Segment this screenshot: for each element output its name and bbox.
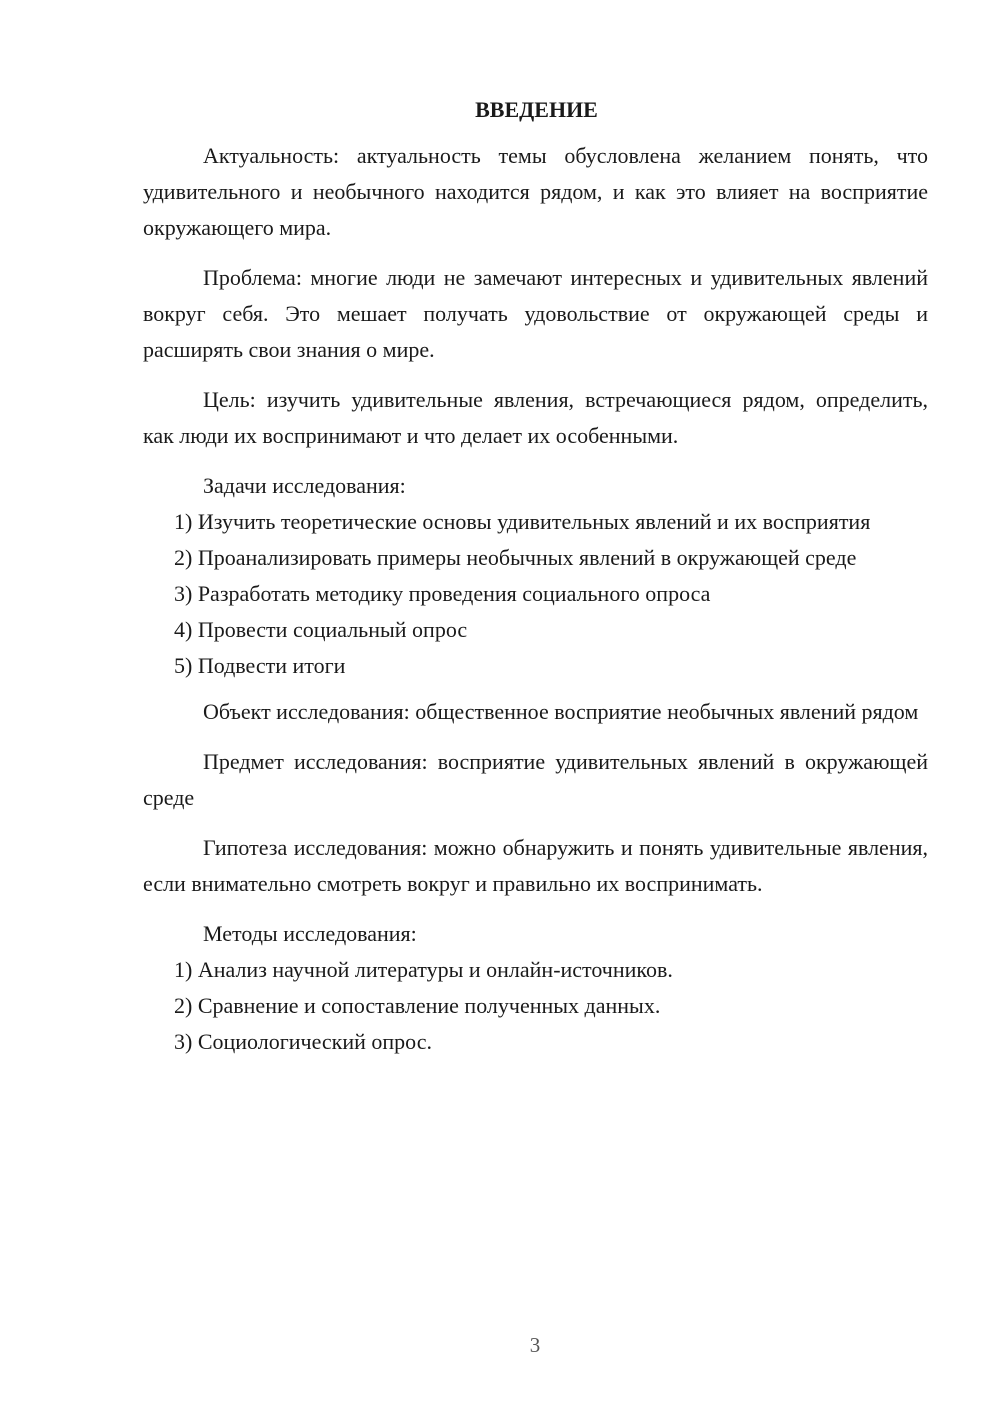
task-item-3: 3) Разработать методику проведения социального опроса (174, 581, 711, 606)
subject-paragraph: Предмет исследования: восприятие удивительных явлений в окружающей среде (143, 749, 928, 810)
section-title: ВВЕДЕНИЕ (475, 97, 598, 122)
method-item-1: 1) Анализ научной литературы и онлайн-источников. (174, 957, 673, 982)
document-body (143, 92, 928, 1060)
methods-heading: Методы исследования: (203, 921, 417, 946)
page-number: 3 (529, 1333, 541, 1357)
tasks-heading: Задачи исследования: (203, 473, 406, 498)
task-item-4: 4) Провести социальный опрос (174, 617, 468, 642)
task-item-1: 1) Изучить теоретические основы удивительных явлений и их восприятия (174, 509, 871, 534)
task-item-2: 2) Проанализировать примеры необычных явлений в окружающей среде (174, 545, 857, 570)
hypothesis-paragraph: Гипотеза исследования: можно обнаружить и понять удивительные явления, если внимательно смотреть вокруг и правильно их воспринимать. (143, 835, 928, 896)
method-item-2: 2) Сравнение и сопоставление полученных данных. (174, 993, 661, 1018)
problem-paragraph: Проблема: многие люди не замечают интересных и удивительных явлений вокруг себя. Это мешает получать удовольствие от окружающей среды и расширять свои знания о мире. (143, 265, 928, 362)
goal-paragraph: Цель: изучить удивительные явления, встречающиеся рядом, определить, как люди их воспринимают и что делает их особенными. (143, 387, 928, 448)
object-paragraph: Объект исследования: общественное восприятие необычных явлений рядом (203, 699, 919, 724)
method-item-3: 3) Социологический опрос. (174, 1029, 432, 1054)
relevance-paragraph: Актуальность: актуальность темы обусловлена желанием понять, что удивительного и необычного находится рядом, и как это влияет на восприятие окружающего мира. (143, 143, 928, 240)
task-item-5: 5) Подвести итоги (174, 653, 346, 678)
